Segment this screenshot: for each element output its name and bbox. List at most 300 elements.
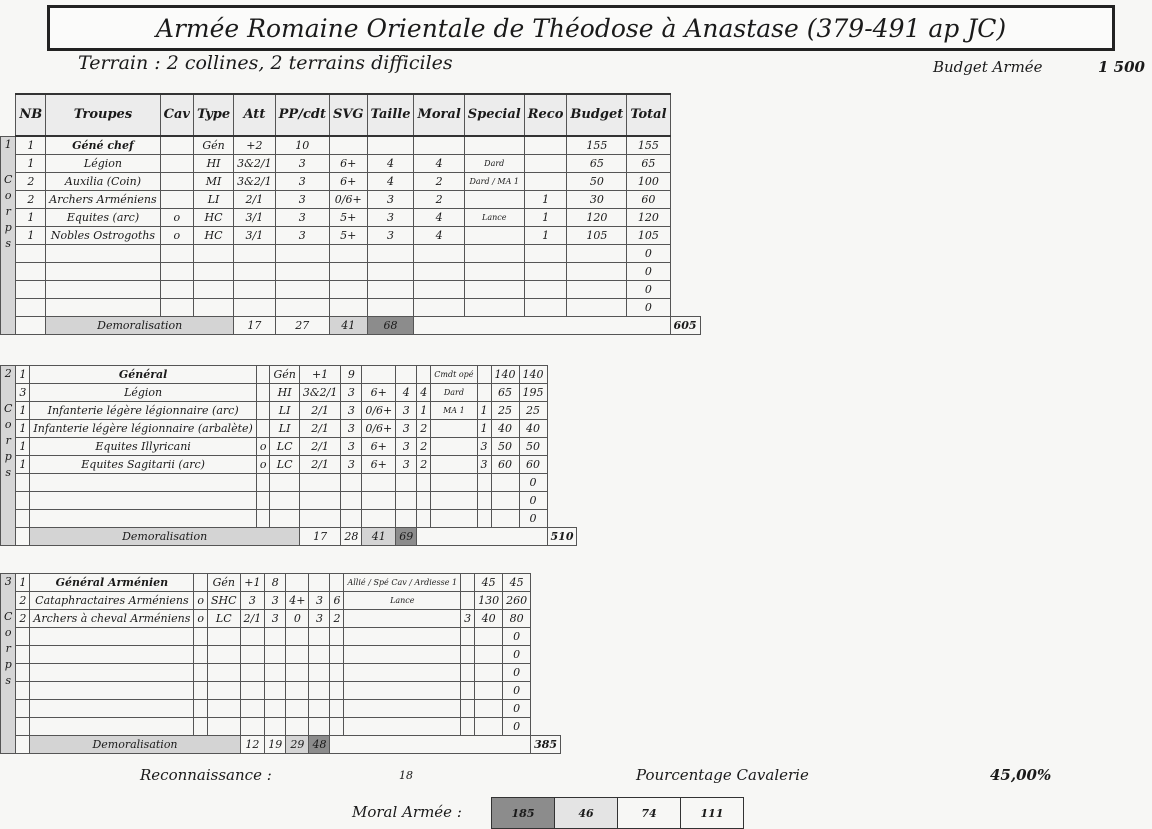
demo-value: 68	[367, 317, 414, 335]
cell-budget	[475, 718, 503, 736]
cell-special	[344, 700, 461, 718]
cell-size: 3	[396, 438, 417, 456]
cell-size: 3	[367, 227, 414, 245]
corps-letter: r	[5, 434, 11, 447]
cell-morale: 1	[417, 402, 431, 420]
cell-pp-cdt	[341, 510, 362, 528]
table-row	[1, 245, 701, 263]
cell-size	[309, 700, 330, 718]
cell-type: HI	[270, 384, 299, 402]
cell-pp-cdt: 9	[341, 366, 362, 384]
cell-morale: 2	[330, 610, 344, 628]
cell-size	[396, 366, 417, 384]
cell-troops	[30, 682, 194, 700]
cell-cav	[160, 136, 193, 155]
cell-reco	[477, 492, 491, 510]
cell-type: LC	[208, 610, 241, 628]
cell-troops	[30, 718, 194, 736]
cell-morale	[417, 366, 431, 384]
cell-troops	[30, 510, 256, 528]
cell-pp-cdt	[341, 474, 362, 492]
cell-special	[464, 191, 524, 209]
cell-total: 0	[519, 492, 547, 510]
cell-reco	[477, 510, 491, 528]
cell-svg	[362, 366, 396, 384]
cell-nb: 1	[16, 209, 46, 227]
cell-size: 4	[367, 155, 414, 173]
cell-size: 3	[396, 402, 417, 420]
cell-type: LI	[270, 420, 299, 438]
cell-nb	[16, 281, 46, 299]
cell-total: 0	[627, 299, 670, 317]
cell-cav	[160, 263, 193, 281]
cell-total: 0	[519, 474, 547, 492]
demo-value: 69	[396, 528, 417, 546]
cell-att	[299, 510, 341, 528]
cell-budget	[475, 682, 503, 700]
cell-pp-cdt: 3	[275, 227, 329, 245]
cell-type: SHC	[208, 592, 241, 610]
cell-svg: 6+	[329, 155, 367, 173]
cell-special	[464, 136, 524, 155]
cell-cav	[160, 155, 193, 173]
cell-svg	[286, 718, 309, 736]
cell-nb: 1	[16, 227, 46, 245]
blank-cell	[417, 528, 547, 546]
cell-budget	[475, 628, 503, 646]
table-row	[1, 664, 561, 682]
cell-svg: 0	[286, 610, 309, 628]
cell-total: 100	[627, 173, 670, 191]
cell-cav: o	[256, 456, 270, 474]
cell-type	[270, 510, 299, 528]
cell-budget: 50	[491, 438, 519, 456]
cell-special	[431, 456, 477, 474]
page-title: Armée Romaine Orientale de Théodose à Anastase (379-491 ap JC)	[47, 5, 1115, 51]
cell-special	[464, 299, 524, 317]
corps-table-3	[0, 573, 561, 754]
cell-size: 3	[396, 456, 417, 474]
cell-nb	[16, 299, 46, 317]
corps-letter: s	[5, 236, 12, 250]
corps-letter: C	[4, 172, 13, 186]
cell-nb	[16, 528, 30, 546]
cell-total: 65	[627, 155, 670, 173]
cell-att	[234, 281, 276, 299]
cell-troops: Nobles Ostrogoths	[46, 227, 160, 245]
cavalry-percent-value: 45,00%	[990, 766, 1052, 784]
cell-budget	[567, 281, 627, 299]
demo-value: 17	[299, 528, 341, 546]
cell-special	[431, 438, 477, 456]
table-row	[1, 299, 701, 317]
cell-nb: 2	[16, 610, 30, 628]
cell-cav: o	[160, 227, 193, 245]
cell-reco: 3	[477, 438, 491, 456]
cell-morale	[414, 263, 464, 281]
cell-nb	[16, 700, 30, 718]
cell-morale	[330, 718, 344, 736]
cell-morale	[330, 682, 344, 700]
table-row	[1, 700, 561, 718]
cell-troops: Archers Arméniens	[46, 191, 160, 209]
cell-type: Gén	[208, 574, 241, 592]
cell-morale	[417, 510, 431, 528]
corps-number: 2	[4, 367, 12, 380]
cell-total: 50	[519, 438, 547, 456]
cell-total: 105	[627, 227, 670, 245]
cell-nb	[16, 718, 30, 736]
cell-troops	[46, 245, 160, 263]
cell-special	[464, 245, 524, 263]
cell-total: 0	[627, 245, 670, 263]
cell-nb	[16, 317, 46, 335]
cell-svg	[362, 510, 396, 528]
cell-total: 80	[503, 610, 531, 628]
cell-pp-cdt: 3	[275, 191, 329, 209]
cell-att: +2	[234, 136, 276, 155]
cell-size	[309, 646, 330, 664]
cell-svg	[329, 299, 367, 317]
cell-nb: 2	[16, 191, 46, 209]
corps-side-label	[1, 574, 16, 754]
cell-nb: 1	[16, 366, 30, 384]
cell-type: Gén	[270, 366, 299, 384]
cell-reco: 1	[477, 420, 491, 438]
cell-type: LI	[193, 191, 233, 209]
cell-size: 4	[367, 173, 414, 191]
reconnaissance-label: Reconnaissance :	[140, 766, 272, 784]
demo-value: 29	[286, 736, 309, 754]
table-row	[1, 574, 561, 592]
cell-svg	[286, 682, 309, 700]
cell-type: Gén	[193, 136, 233, 155]
cell-morale: 4	[414, 209, 464, 227]
cell-size	[367, 245, 414, 263]
cell-nb	[16, 510, 30, 528]
cell-pp-cdt: 3	[341, 438, 362, 456]
cell-size	[309, 682, 330, 700]
cell-morale: 6	[330, 592, 344, 610]
cell-att	[240, 664, 265, 682]
cell-svg: 0/6+	[362, 402, 396, 420]
cell-budget: 25	[491, 402, 519, 420]
cell-type	[208, 628, 241, 646]
cell-troops: Général	[30, 366, 256, 384]
cell-reco	[524, 155, 567, 173]
cell-size: 3	[309, 610, 330, 628]
cell-pp-cdt: 3	[341, 420, 362, 438]
cell-type	[270, 492, 299, 510]
cell-svg	[362, 474, 396, 492]
cell-morale	[417, 474, 431, 492]
cell-att: 2/1	[299, 420, 341, 438]
cell-nb: 1	[16, 155, 46, 173]
blank-cell	[330, 736, 531, 754]
cell-att	[299, 474, 341, 492]
cell-morale	[330, 664, 344, 682]
cell-special	[344, 628, 461, 646]
cell-pp-cdt: 3	[341, 456, 362, 474]
table-row	[1, 209, 701, 227]
cell-size	[367, 263, 414, 281]
cell-att	[234, 263, 276, 281]
corps-total: 510	[547, 528, 577, 546]
corps-letter: p	[4, 450, 12, 463]
cell-pp-cdt	[265, 700, 286, 718]
cell-budget: 40	[491, 420, 519, 438]
cell-cav	[194, 718, 208, 736]
table-row	[1, 281, 701, 299]
cell-pp-cdt	[275, 299, 329, 317]
cell-reco	[524, 281, 567, 299]
cell-svg: 0/6+	[362, 420, 396, 438]
cell-cav	[256, 384, 270, 402]
cell-pp-cdt: 3	[265, 610, 286, 628]
cell-cav	[256, 474, 270, 492]
cell-size	[309, 628, 330, 646]
table-row	[1, 155, 701, 173]
cell-budget	[491, 474, 519, 492]
cell-troops: Géné chef	[46, 136, 160, 155]
cell-total: 0	[519, 510, 547, 528]
cell-pp-cdt	[265, 664, 286, 682]
table-row	[1, 610, 561, 628]
cell-budget	[475, 664, 503, 682]
cell-att	[299, 492, 341, 510]
header-cav: Cav	[160, 94, 193, 136]
cell-cav: o	[160, 209, 193, 227]
corps-side-label	[1, 136, 16, 335]
cell-pp-cdt: 8	[265, 574, 286, 592]
cell-total: 0	[503, 646, 531, 664]
cell-att	[234, 299, 276, 317]
table-row	[1, 646, 561, 664]
budget-value: 1 500	[1098, 58, 1145, 76]
cell-special	[431, 510, 477, 528]
cell-troops: Equites Sagitarii (arc)	[30, 456, 256, 474]
cell-cav	[160, 299, 193, 317]
cell-nb: 1	[16, 456, 30, 474]
army-morale-value: 185	[492, 798, 555, 829]
cell-nb	[16, 245, 46, 263]
cell-att: 3/1	[234, 227, 276, 245]
cell-special	[431, 474, 477, 492]
cell-reco	[461, 646, 475, 664]
cell-budget	[567, 299, 627, 317]
cell-pp-cdt	[275, 245, 329, 263]
cell-pp-cdt: 3	[275, 209, 329, 227]
cell-svg: 0/6+	[329, 191, 367, 209]
cell-svg: 4+	[286, 592, 309, 610]
cell-nb: 3	[16, 384, 30, 402]
cell-type: HC	[193, 209, 233, 227]
cell-att: 3&2/1	[234, 155, 276, 173]
cell-cav	[194, 628, 208, 646]
corps-letter: o	[4, 188, 12, 202]
header-troops: Troupes	[46, 94, 160, 136]
table-row	[1, 263, 701, 281]
cell-special: Dard	[431, 384, 477, 402]
terrain-text: Terrain : 2 collines, 2 terrains difficiles	[78, 52, 453, 74]
demo-value: 19	[265, 736, 286, 754]
cell-reco	[477, 474, 491, 492]
cell-morale: 4	[414, 227, 464, 245]
cell-total: 45	[503, 574, 531, 592]
cell-type	[208, 682, 241, 700]
cell-morale: 2	[414, 191, 464, 209]
cell-budget: 50	[567, 173, 627, 191]
cell-morale	[417, 492, 431, 510]
cell-morale	[330, 700, 344, 718]
cell-pp-cdt: 3	[265, 592, 286, 610]
cell-morale: 4	[414, 155, 464, 173]
cell-troops: Infanterie légère légionnaire (arbalète)	[30, 420, 256, 438]
cell-special	[344, 610, 461, 628]
demoralisation-label: Demoralisation	[30, 528, 299, 546]
cell-nb	[16, 682, 30, 700]
cell-special: Lance	[344, 592, 461, 610]
cell-type	[208, 718, 241, 736]
demoralisation-row	[1, 317, 701, 335]
cell-budget: 65	[491, 384, 519, 402]
cell-size	[367, 136, 414, 155]
cell-budget: 30	[567, 191, 627, 209]
table-row	[1, 366, 577, 384]
cell-size	[396, 510, 417, 528]
cell-pp-cdt	[265, 718, 286, 736]
cell-total: 0	[503, 664, 531, 682]
blank-cell	[414, 317, 670, 335]
cell-pp-cdt	[265, 646, 286, 664]
table-row	[1, 420, 577, 438]
cell-svg: 6+	[362, 438, 396, 456]
cell-att	[240, 628, 265, 646]
cell-type	[193, 299, 233, 317]
header-special: Special	[464, 94, 524, 136]
header-reco: Reco	[524, 94, 567, 136]
cell-att	[240, 718, 265, 736]
cell-pp-cdt	[275, 263, 329, 281]
cell-type	[193, 263, 233, 281]
cell-att: 2/1	[299, 402, 341, 420]
cell-total: 140	[519, 366, 547, 384]
cell-budget: 155	[567, 136, 627, 155]
cell-special	[464, 263, 524, 281]
cell-svg	[286, 700, 309, 718]
header-type: Type	[193, 94, 233, 136]
demoralisation-label: Demoralisation	[30, 736, 240, 754]
cell-svg: 6+	[362, 384, 396, 402]
cell-total: 0	[503, 682, 531, 700]
cell-total: 120	[627, 209, 670, 227]
cell-troops: Equites Illyricani	[30, 438, 256, 456]
cell-nb: 2	[16, 173, 46, 191]
table-row	[1, 227, 701, 245]
cell-type	[270, 474, 299, 492]
table-row	[1, 438, 577, 456]
cell-troops: Archers à cheval Arméniens	[30, 610, 194, 628]
cell-troops: Légion	[30, 384, 256, 402]
cell-nb	[16, 263, 46, 281]
cell-nb: 1	[16, 420, 30, 438]
cell-svg	[286, 664, 309, 682]
demo-value: 41	[329, 317, 367, 335]
cell-svg: 5+	[329, 227, 367, 245]
cell-reco	[524, 136, 567, 155]
demo-value: 48	[309, 736, 330, 754]
corps-letter: o	[4, 626, 12, 639]
cell-budget	[491, 492, 519, 510]
table-row	[1, 456, 577, 474]
cell-size: 4	[396, 384, 417, 402]
cell-nb: 2	[16, 592, 30, 610]
demoralisation-row	[1, 528, 577, 546]
cell-special: Dard / MA 1	[464, 173, 524, 191]
cell-troops	[30, 700, 194, 718]
header-nb: NB	[16, 94, 46, 136]
cell-budget: 105	[567, 227, 627, 245]
cell-nb	[16, 628, 30, 646]
cell-pp-cdt: 3	[341, 384, 362, 402]
cell-reco	[524, 173, 567, 191]
corps-number: 3	[4, 575, 12, 588]
reconnaissance-value: 18	[399, 769, 413, 782]
cell-cav	[160, 173, 193, 191]
cell-type: LC	[270, 438, 299, 456]
cell-att: 3&2/1	[299, 384, 341, 402]
cell-reco	[461, 664, 475, 682]
cell-budget: 130	[475, 592, 503, 610]
cell-reco	[461, 628, 475, 646]
cell-att: +1	[240, 574, 265, 592]
cell-troops	[30, 646, 194, 664]
cell-reco: 1	[524, 209, 567, 227]
cell-cav	[194, 682, 208, 700]
table-row	[1, 628, 561, 646]
cell-att: 2/1	[234, 191, 276, 209]
cell-pp-cdt: 3	[275, 173, 329, 191]
cell-special	[344, 646, 461, 664]
cell-budget	[475, 646, 503, 664]
table-row	[1, 492, 577, 510]
cell-svg	[329, 245, 367, 263]
cell-reco: 1	[477, 402, 491, 420]
cell-size	[309, 718, 330, 736]
cell-cav	[194, 646, 208, 664]
cell-budget	[475, 700, 503, 718]
cell-troops	[46, 299, 160, 317]
cell-size	[396, 474, 417, 492]
corps-table-2	[0, 365, 577, 546]
demo-value: 12	[240, 736, 265, 754]
cell-total: 40	[519, 420, 547, 438]
cell-size	[367, 299, 414, 317]
cell-cav	[160, 281, 193, 299]
cell-morale: 2	[417, 456, 431, 474]
cell-pp-cdt	[265, 628, 286, 646]
cell-budget: 120	[567, 209, 627, 227]
cell-troops: Légion	[46, 155, 160, 173]
corps-letter: C	[4, 610, 13, 623]
corps-letter: p	[4, 658, 12, 671]
cell-total: 60	[519, 456, 547, 474]
cell-budget: 65	[567, 155, 627, 173]
cell-total: 0	[503, 718, 531, 736]
cell-cav	[160, 245, 193, 263]
cell-budget: 140	[491, 366, 519, 384]
corps-letter: o	[4, 418, 12, 431]
